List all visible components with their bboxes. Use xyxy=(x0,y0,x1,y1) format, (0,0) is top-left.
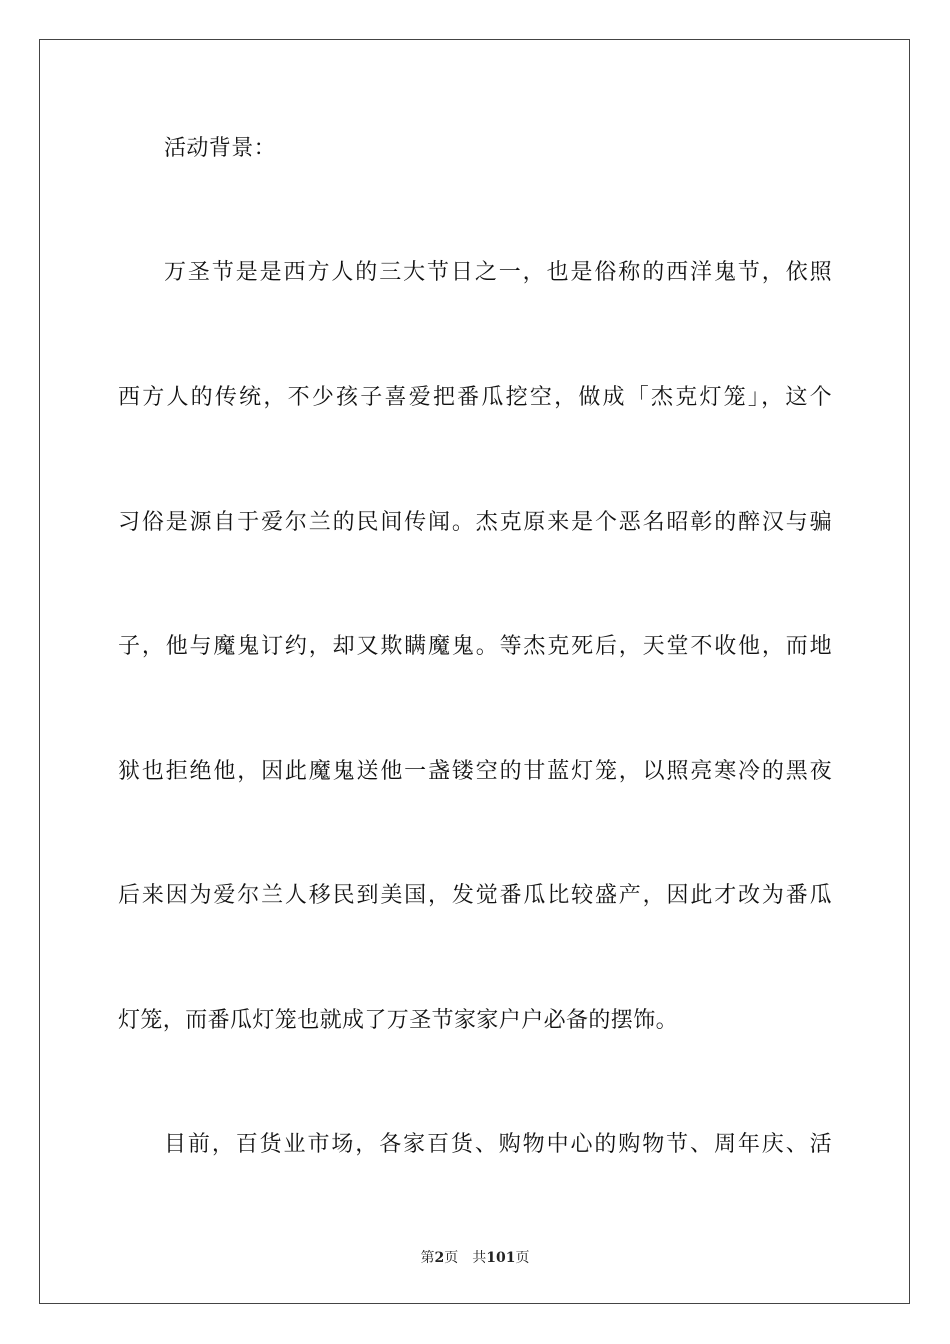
page-footer xyxy=(0,1249,950,1267)
paragraph-line: 子，他与魔鬼订约，却又欺瞒魔鬼。等杰克死后，天堂不收他，而地 xyxy=(118,634,832,659)
paragraph-line: 后来因为爱尔兰人移民到美国，发觉番瓜比较盛产，因此才改为番瓜 xyxy=(118,883,832,908)
page-number: 2 xyxy=(434,1250,445,1266)
total-suffix: 页 xyxy=(515,1250,530,1266)
paragraph-line: 灯笼，而番瓜灯笼也就成了万圣节家家户户必备的摆饰。 xyxy=(118,1008,679,1033)
paragraph-line: 习俗是源自于爱尔兰的民间传闻。杰克原来是个恶名昭彰的醉汉与骗 xyxy=(118,510,832,535)
page-prefix: 第 xyxy=(420,1250,435,1266)
section-heading: 活动背景： xyxy=(164,136,277,161)
paragraph-line: 狱也拒绝他，因此魔鬼送他一盏镂空的甘蓝灯笼，以照亮寒冷的黑夜 xyxy=(118,759,832,784)
page-suffix: 页 xyxy=(444,1250,459,1266)
paragraph-line: 西方人的传统，不少孩子喜爱把番瓜挖空，做成「杰克灯笼」，这个 xyxy=(118,385,832,410)
total-prefix: 共 xyxy=(472,1250,487,1266)
paragraph-line: 万圣节是是西方人的三大节日之一，也是俗称的西洋鬼节，依照 xyxy=(164,260,832,285)
page-frame xyxy=(39,39,910,1304)
paragraph-line: 目前，百货业市场，各家百货、购物中心的购物节、周年庆、活 xyxy=(164,1132,832,1157)
total-pages: 101 xyxy=(486,1250,516,1266)
